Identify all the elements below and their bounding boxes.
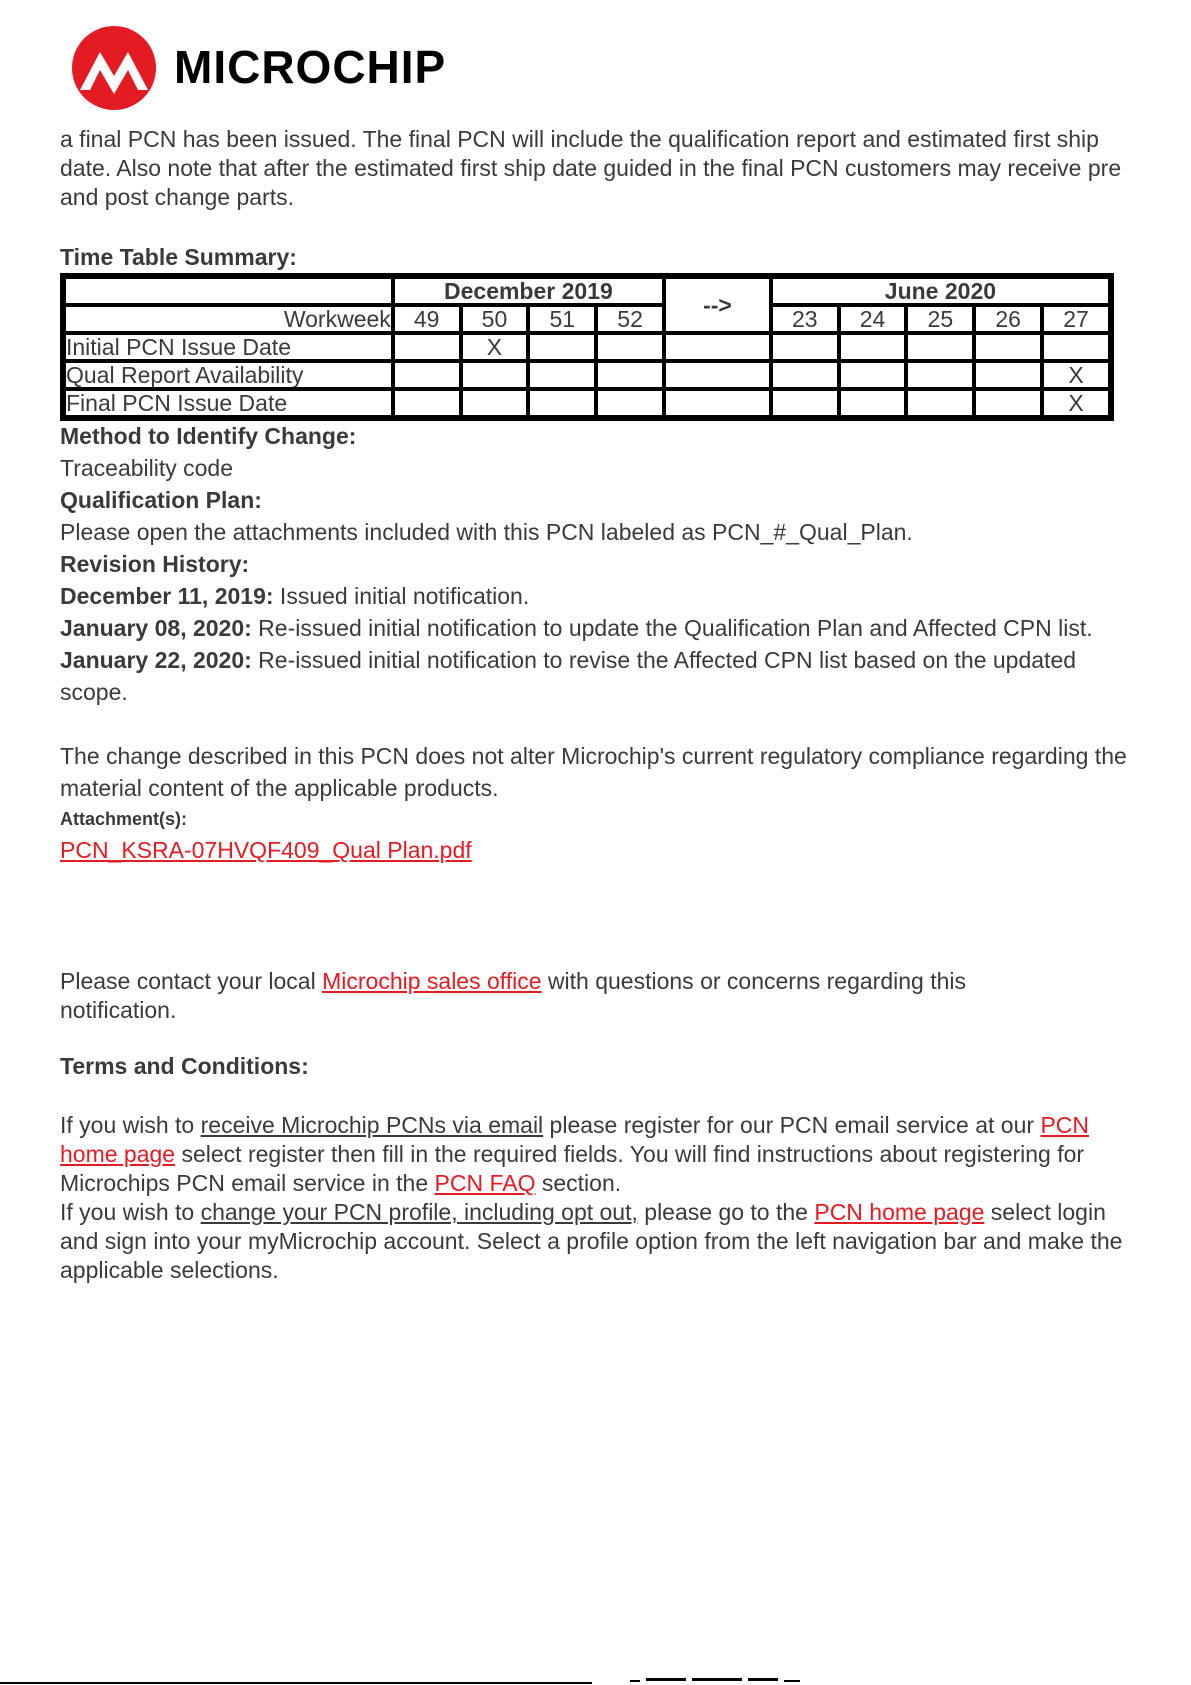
table-row bbox=[64, 389, 1110, 417]
mark-cell bbox=[664, 389, 771, 417]
mark-cell: X bbox=[1042, 361, 1110, 389]
mark-cell bbox=[528, 389, 596, 417]
qual-plan-heading: Qualification Plan: bbox=[60, 487, 262, 513]
microchip-logo bbox=[66, 24, 466, 114]
mark-cell bbox=[461, 389, 529, 417]
mark-cell bbox=[393, 361, 461, 389]
revision-heading: Revision History: bbox=[60, 551, 250, 577]
compliance-text: The change described in this PCN does not alter Microchip's current regulatory compliance regarding the material content of the applicable products. bbox=[60, 743, 1127, 801]
revision-entry bbox=[60, 612, 1140, 644]
week-cell: 26 bbox=[974, 305, 1042, 333]
time-table-heading: Time Table Summary: bbox=[60, 244, 297, 270]
table-row bbox=[64, 361, 1110, 389]
week-cell: 24 bbox=[839, 305, 907, 333]
microchip-logo-icon bbox=[66, 24, 162, 112]
month-right: June 2020 bbox=[771, 277, 1110, 305]
arrow-cell: --> bbox=[664, 277, 771, 333]
row-label: Final PCN Issue Date bbox=[64, 389, 393, 417]
mark-cell bbox=[596, 333, 664, 361]
contact-text: Please contact your local bbox=[60, 968, 323, 994]
mark-cell bbox=[906, 361, 974, 389]
mark-cell: X bbox=[461, 333, 529, 361]
attachment-link[interactable]: PCN_KSRA-07HVQF409_Qual Plan.pdf bbox=[60, 837, 472, 863]
week-cell: 49 bbox=[393, 305, 461, 333]
mark-cell bbox=[664, 333, 771, 361]
method-text: Traceability code bbox=[60, 455, 234, 481]
mark-cell bbox=[771, 361, 839, 389]
pcn-home-page-link[interactable]: PCN home page bbox=[60, 1112, 1089, 1167]
mark-cell bbox=[528, 333, 596, 361]
revision-date: January 08, 2020: bbox=[60, 615, 252, 641]
change-profile-link[interactable]: change your PCN profile, including opt out, bbox=[200, 1199, 638, 1225]
terms-text: select login and sign into your myMicrochip account. Select a profile option from the left navigation bar and make the applicable selections. bbox=[60, 1199, 1123, 1283]
terms-text: If you wish to bbox=[60, 1199, 201, 1225]
mark-cell bbox=[664, 361, 771, 389]
workweek-label: Workweek bbox=[64, 305, 393, 333]
mark-cell bbox=[1042, 333, 1110, 361]
week-cell: 52 bbox=[596, 305, 664, 333]
mark-cell bbox=[596, 361, 664, 389]
qual-plan-text: Please open the attachments included with this PCN labeled as PCN_#_Qual_Plan. bbox=[60, 519, 913, 545]
logo-wordmark: MICROCHIP bbox=[174, 41, 447, 93]
revision-text: Re-issued initial notification to update the Qualification Plan and Affected CPN list. bbox=[251, 615, 1093, 641]
table-row bbox=[64, 333, 1110, 361]
revision-text: Issued initial notification. bbox=[273, 583, 530, 609]
intro-paragraph: a final PCN has been issued. The final PCN will include the qualification report and estimated first ship date. Also note that after the estimated first ship date guided in the final PCN customers may receive pre and post change parts. bbox=[60, 126, 1122, 210]
mark-cell bbox=[771, 389, 839, 417]
week-cell: 51 bbox=[528, 305, 596, 333]
mark-cell bbox=[974, 389, 1042, 417]
method-heading: Method to Identify Change: bbox=[60, 423, 357, 449]
revision-date: December 11, 2019: bbox=[60, 583, 274, 609]
revision-entry bbox=[60, 644, 1140, 708]
terms-paragraph-2 bbox=[60, 1198, 1140, 1285]
week-cell: 50 bbox=[461, 305, 529, 333]
terms-text: If you wish to bbox=[60, 1112, 201, 1138]
terms-text: section. bbox=[535, 1170, 622, 1196]
contact-text: with questions or concerns regarding this notification. bbox=[60, 968, 966, 1023]
mark-cell bbox=[596, 389, 664, 417]
terms-text: please go to the bbox=[637, 1199, 815, 1225]
mark-cell bbox=[528, 361, 596, 389]
pcn-home-page-link[interactable]: PCN home page bbox=[814, 1199, 985, 1225]
mark-cell bbox=[461, 361, 529, 389]
week-cell: 27 bbox=[1042, 305, 1110, 333]
mark-cell bbox=[393, 389, 461, 417]
terms-text: please register for our PCN email service at our bbox=[543, 1112, 1041, 1138]
mark-cell: X bbox=[1042, 389, 1110, 417]
mark-cell bbox=[906, 333, 974, 361]
terms-paragraph-1 bbox=[60, 1111, 1140, 1198]
footer-divider bbox=[0, 1682, 592, 1684]
week-cell: 23 bbox=[771, 305, 839, 333]
contact-paragraph bbox=[60, 967, 1060, 1025]
mark-cell bbox=[839, 389, 907, 417]
mark-cell bbox=[906, 389, 974, 417]
sales-office-link[interactable]: Microchip sales office bbox=[322, 968, 542, 994]
week-cell: 25 bbox=[906, 305, 974, 333]
receive-pcns-link[interactable]: receive Microchip PCNs via email bbox=[200, 1112, 544, 1138]
revision-text: Re-issued initial notification to revise the Affected CPN list based on the updated scope. bbox=[60, 647, 1077, 705]
mark-cell bbox=[393, 333, 461, 361]
row-label: Initial PCN Issue Date bbox=[64, 333, 393, 361]
time-table bbox=[60, 273, 1114, 416]
mark-cell bbox=[839, 333, 907, 361]
attachments-heading: Attachment(s): bbox=[60, 809, 188, 829]
terms-text: select register then fill in the required fields. You will find instructions about registering for Microchips PCN email service in the bbox=[60, 1141, 1085, 1196]
pcn-faq-link[interactable]: PCN FAQ bbox=[434, 1170, 536, 1196]
terms-heading: Terms and Conditions: bbox=[60, 1053, 309, 1079]
revision-entry bbox=[60, 580, 1140, 612]
mark-cell bbox=[839, 361, 907, 389]
mark-cell bbox=[974, 361, 1042, 389]
row-label: Qual Report Availability bbox=[64, 361, 393, 389]
footer-cut-mark-icon bbox=[630, 1678, 800, 1684]
month-left: December 2019 bbox=[393, 277, 664, 305]
revision-date: January 22, 2020: bbox=[60, 647, 252, 673]
mark-cell bbox=[974, 333, 1042, 361]
mark-cell bbox=[771, 333, 839, 361]
